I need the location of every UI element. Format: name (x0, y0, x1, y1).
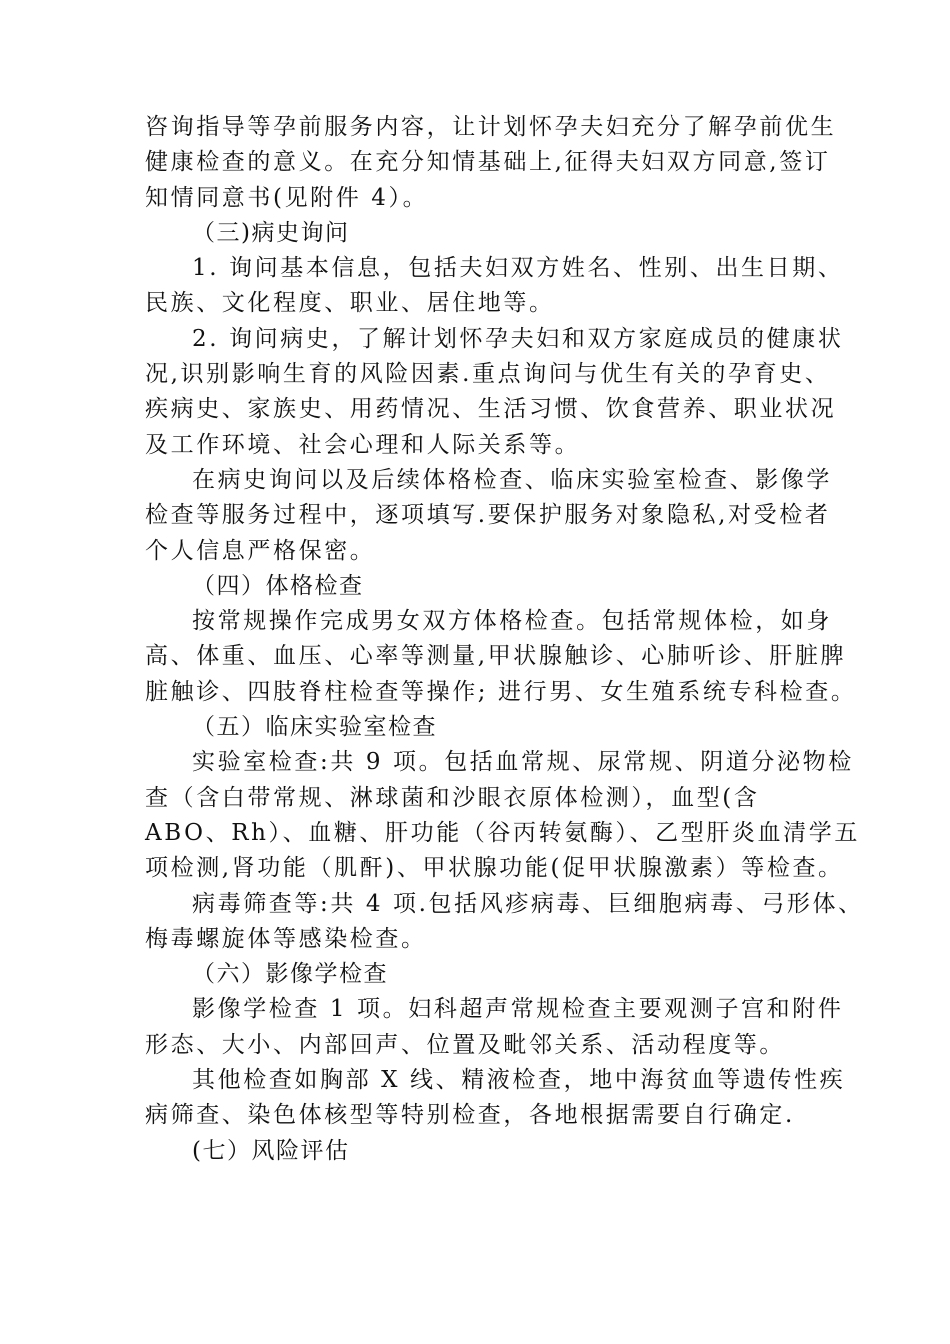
paragraph-line: 疾病史、家族史、用药情况、生活习惯、饮食营养、职业状况 (145, 396, 837, 423)
paragraph-line: 形态、大小、内部回声、位置及毗邻关系、活动程度等。 (145, 1031, 785, 1058)
paragraph-line: 2. 询问病史，了解计划怀孕夫妇和双方家庭成员的健康状 (192, 325, 844, 352)
section-heading: （三)病史询问 (192, 219, 350, 246)
paragraph-line: 梅毒螺旋体等感染检查。 (145, 925, 427, 952)
section-heading: （四）体格检查 (192, 572, 364, 599)
paragraph-line: 咨询指导等孕前服务内容，让计划怀孕夫妇充分了解孕前优生 (145, 114, 837, 140)
paragraph-line: 个人信息严格保密。 (145, 537, 376, 564)
paragraph-line: ABO、Rh）、血糖、肝功能（谷丙转氨酶）、乙型肝炎血清学五 (145, 819, 860, 846)
paragraph-line: 实验室检查:共 9 项。包括血常规、尿常规、阴道分泌物检 (192, 749, 854, 776)
document-body (145, 110, 864, 1169)
paragraph-line: 民族、文化程度、职业、居住地等。 (145, 290, 555, 317)
paragraph-line: 况,识别影响生育的风险因素.重点询问与优生有关的孕育史、 (145, 361, 831, 388)
section-heading: （六）影像学检查 (192, 961, 388, 988)
paragraph-line: 1. 询问基本信息，包括夫妇双方姓名、性别、出生日期、 (192, 255, 844, 282)
paragraph-line: 项检测,肾功能（肌酐)、甲状腺功能(促甲状腺激素）等检查。 (145, 855, 844, 882)
paragraph-line: 其他检查如胸部 X 线、精液检查，地中海贫血等遗传性疾 (192, 1067, 846, 1094)
paragraph-line: 知情同意书(见附件 4）。 (145, 184, 429, 211)
paragraph-line: 影像学检查 1 项。妇科超声常规检查主要观测子宫和附件 (192, 996, 844, 1023)
paragraph-line: 病筛查、染色体核型等特别检查，各地根据需要自行确定. (145, 1102, 795, 1129)
section-heading: (七）风险评估 (192, 1137, 350, 1164)
paragraph-line: 按常规操作完成男女双方体格检查。包括常规体检，如身 (192, 608, 832, 635)
paragraph-line: 高、体重、血压、心率等测量,甲状腺触诊、心肺听诊、肝脏脾 (145, 643, 847, 670)
paragraph-line: 查（含白带常规、淋球菌和沙眼衣原体检测），血型(含 (145, 784, 760, 811)
paragraph-line: 检查等服务过程中，逐项填写.要保护服务对象隐私,对受检者 (145, 502, 831, 529)
paragraph-line: 脏触诊、四肢脊柱检查等操作; 进行男、女生殖系统专科检查。 (145, 678, 857, 705)
paragraph-line: 健康检查的意义。在充分知情基础上,征得夫妇双方同意,签订 (145, 149, 831, 176)
section-heading: （五）临床实验室检查 (192, 714, 437, 741)
paragraph-line: 在病史询问以及后续体格检查、临床实验室检查、影像学 (192, 466, 832, 493)
paragraph-line: 及工作环境、社会心理和人际关系等。 (145, 431, 581, 458)
paragraph-line: 病毒筛查等:共 4 项.包括风疹病毒、巨细胞病毒、弓形体、 (192, 890, 864, 917)
